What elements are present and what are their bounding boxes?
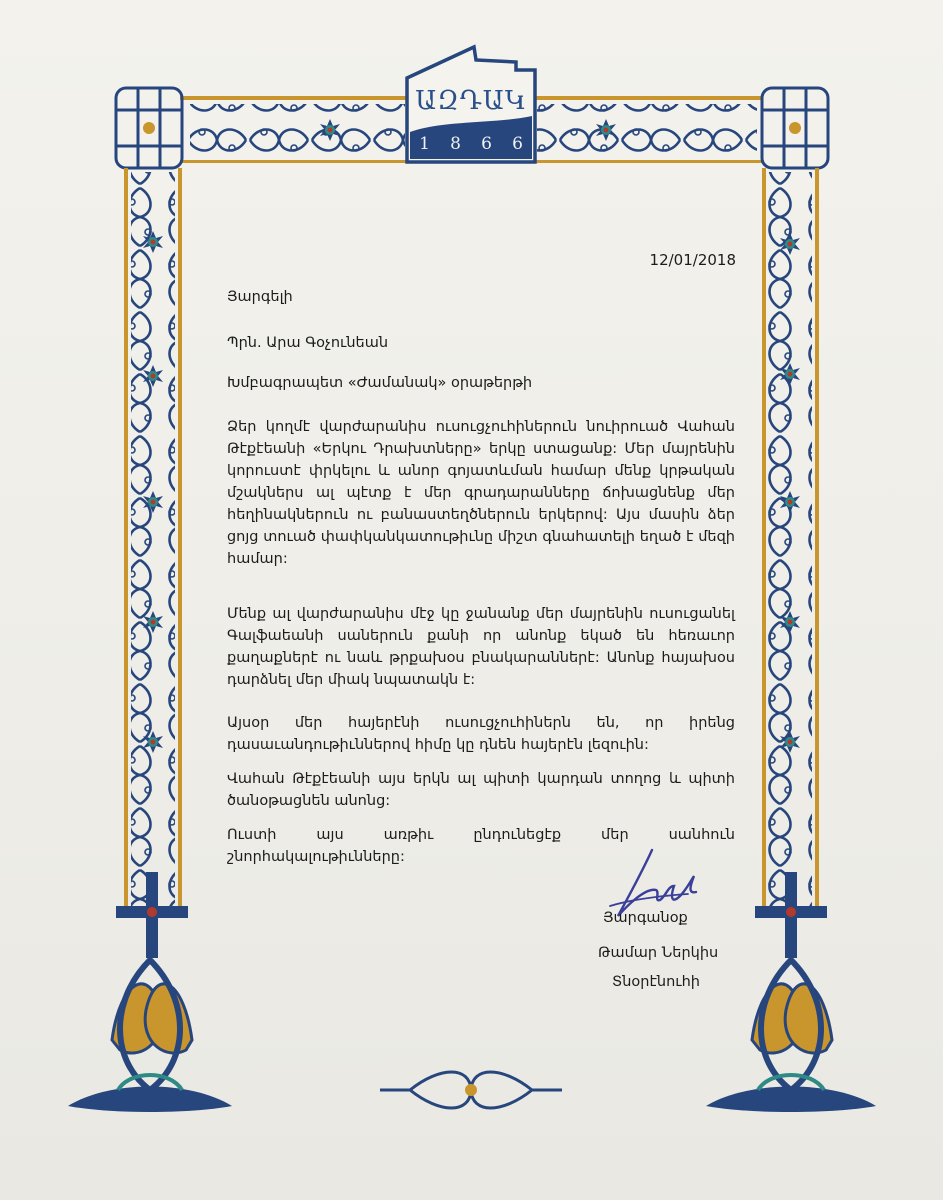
logo-lettering: ԱԶԴԱԿ [415, 86, 527, 116]
letter-paragraph: Ձեր կողմէ վարժարանիս ուսուցչուհիներուն նուիրուած Վահան Թէքէեանի «Երկու Դրախտները» երկը ստացանք: Մեր մայրենին կորուստէ փրկելու և անոր գոյատևման համար մենք կրթական մշակներս ալ պէտք է մեր գրադարանները ճոխացնենք մեր հեղինակներուն ու բանաստեղծներուն երկերով: Այս մասին ձեր ցոյց տուած փափկանկատութիւնը միշտ գնահատելի եղած է մեզի համար: [227, 419, 735, 567]
letter-date: 12/01/2018 [649, 251, 736, 269]
logo-year-digit: 8 [450, 134, 463, 154]
signer-role: Տնօրէնուհի [612, 974, 700, 990]
signer-name: Թամար Ներկիս [598, 945, 719, 961]
letter-paragraph: շնորհակալութիւնները: [227, 849, 405, 865]
logo-year-digit: 6 [512, 134, 525, 154]
letter-closing: Յարգանօք [603, 910, 688, 926]
letter-paragraph: Ուստի այս առթիւ ընդունեցէք մեր սանհուն [227, 827, 735, 843]
letter-paragraph: Մենք ալ վարժարանիս մէջ կը ջանանք մեր մայրենին ուսուցանել Գալֆաեանի սաներուն քանի որ անոնք եկած են հեռաւոր քաղաքներէ ու նաև թրքախօս բնակարաններէ: Անոնք հայախօս դարձնել մեր միակ նպատակն է: [227, 606, 735, 688]
letter-paragraph: Վահան Թէքէեանի այս երկն ալ պիտի կարդան տողոց և պիտի ծանօթացնեն անոնց: [227, 771, 735, 809]
letter-greeting: Յարգելի [227, 289, 293, 305]
recipient-title: Խմբագրապետ «Ժամանակ» օրաթերթի [227, 375, 533, 391]
letter-paragraph: Այսօր մեր հայերէնի ուսուցչուհիներն են, որ իրենց դասաւանդութիւններով հիմը կը դնեն հայերէն լեզուին: [227, 715, 735, 753]
logo-year [410, 134, 534, 154]
logo-year-digit: 1 [419, 134, 432, 154]
logo-year-digit: 6 [481, 134, 494, 154]
recipient-name: Պրն. Արա Գօչունեան [227, 335, 389, 351]
